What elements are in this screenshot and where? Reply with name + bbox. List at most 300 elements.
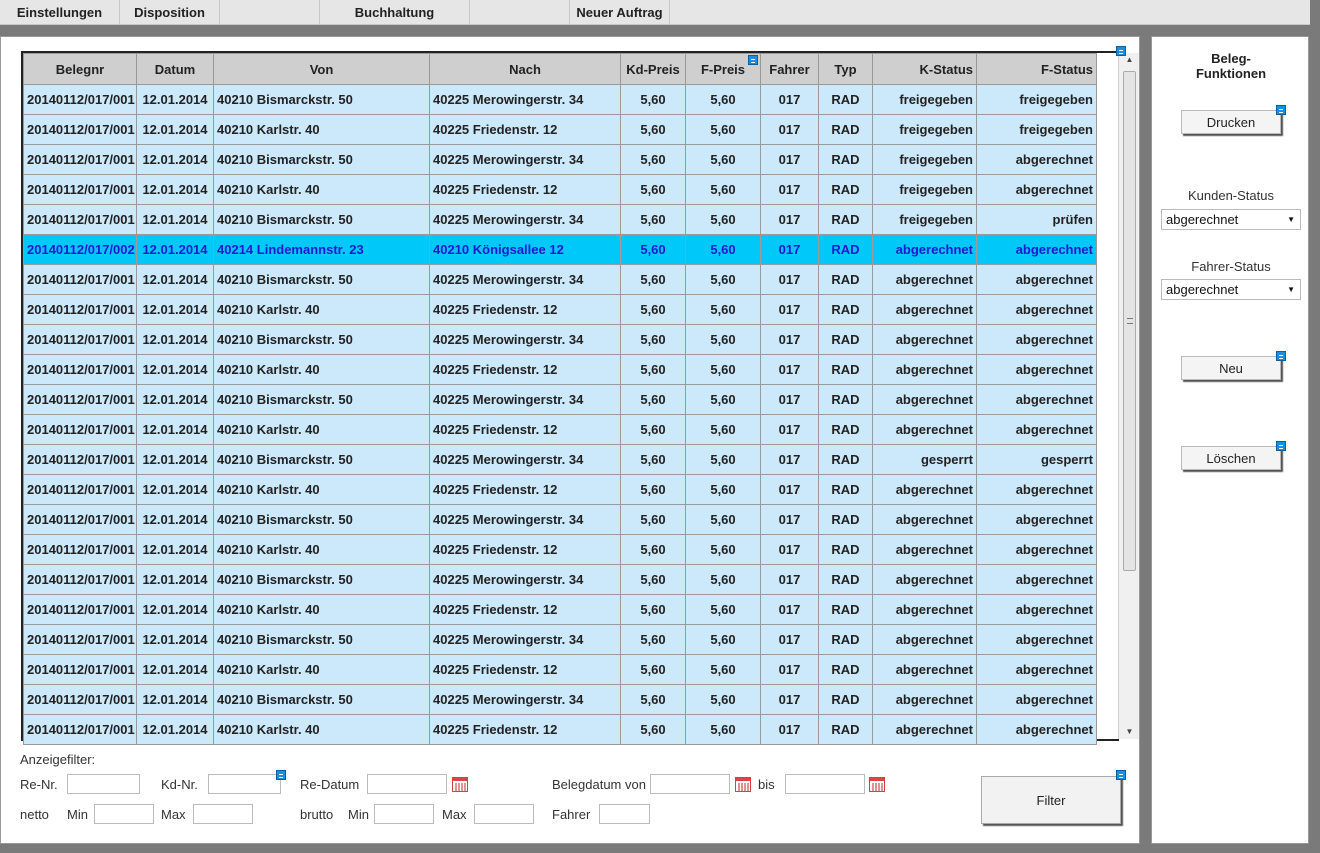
von-cell[interactable]: 40210 Bismarckstr. 50 xyxy=(214,385,430,415)
kd-nr-input[interactable] xyxy=(208,774,281,794)
datum-cell[interactable]: 12.01.2014 xyxy=(137,715,214,745)
menu-item-empty-2[interactable] xyxy=(220,0,320,25)
datum-cell[interactable]: 12.01.2014 xyxy=(137,625,214,655)
f-status-cell[interactable]: gesperrt xyxy=(977,445,1097,475)
fahrer-cell[interactable]: 017 xyxy=(761,475,819,505)
von-cell[interactable]: 40210 Karlstr. 40 xyxy=(214,415,430,445)
fahrer-cell[interactable]: 017 xyxy=(761,235,819,265)
typ-cell[interactable]: RAD xyxy=(819,235,873,265)
datum-cell[interactable]: 12.01.2014 xyxy=(137,115,214,145)
nach-cell[interactable]: 40225 Merowingerstr. 34 xyxy=(430,145,621,175)
k-status-cell[interactable]: abgerechnet xyxy=(873,475,977,505)
nach-cell[interactable]: 40225 Friedenstr. 12 xyxy=(430,175,621,205)
typ-cell[interactable]: RAD xyxy=(819,685,873,715)
f-status-cell[interactable]: abgerechnet xyxy=(977,235,1097,265)
f-preis-cell[interactable]: 5,60 xyxy=(686,505,761,535)
k-status-cell[interactable]: abgerechnet xyxy=(873,595,977,625)
fahrer-cell[interactable]: 017 xyxy=(761,415,819,445)
belegnr-cell[interactable]: 20140112/017/001 xyxy=(24,205,137,235)
belegnr-cell[interactable]: 20140112/017/001 xyxy=(24,295,137,325)
datum-cell[interactable]: 12.01.2014 xyxy=(137,505,214,535)
datum-cell[interactable]: 12.01.2014 xyxy=(137,535,214,565)
kd-nr-label: Kd-Nr. xyxy=(161,777,198,792)
k-status-cell[interactable]: abgerechnet xyxy=(873,565,977,595)
datum-cell[interactable]: 12.01.2014 xyxy=(137,145,214,175)
belegnr-cell[interactable]: 20140112/017/001 xyxy=(24,475,137,505)
k-status-cell[interactable]: freigegeben xyxy=(873,115,977,145)
von-cell[interactable]: 40210 Bismarckstr. 50 xyxy=(214,325,430,355)
column-header-typ[interactable]: Typ xyxy=(819,54,873,85)
von-cell[interactable]: 40210 Bismarckstr. 50 xyxy=(214,445,430,475)
note-icon[interactable] xyxy=(1116,770,1126,780)
re-datum-input[interactable] xyxy=(367,774,447,794)
k-status-cell[interactable]: abgerechnet xyxy=(873,235,977,265)
kd-preis-cell[interactable]: 5,60 xyxy=(621,235,686,265)
note-icon[interactable] xyxy=(1276,105,1286,115)
brutto-min-input[interactable] xyxy=(374,804,434,824)
note-icon[interactable] xyxy=(1276,441,1286,451)
datum-cell[interactable]: 12.01.2014 xyxy=(137,265,214,295)
nach-cell[interactable]: 40225 Friedenstr. 12 xyxy=(430,595,621,625)
von-cell[interactable]: 40214 Lindemannstr. 23 xyxy=(214,235,430,265)
typ-cell[interactable]: RAD xyxy=(819,475,873,505)
typ-cell[interactable]: RAD xyxy=(819,415,873,445)
belegnr-cell[interactable]: 20140112/017/001 xyxy=(24,175,137,205)
table-row[interactable] xyxy=(24,175,1097,205)
k-status-cell[interactable]: abgerechnet xyxy=(873,415,977,445)
kd-preis-cell[interactable]: 5,60 xyxy=(621,505,686,535)
calendar-icon[interactable] xyxy=(452,777,468,792)
table-row[interactable] xyxy=(24,145,1097,175)
f-preis-cell[interactable]: 5,60 xyxy=(686,715,761,745)
f-preis-cell[interactable]: 5,60 xyxy=(686,445,761,475)
typ-cell[interactable]: RAD xyxy=(819,325,873,355)
fahrer-cell[interactable]: 017 xyxy=(761,145,819,175)
nach-cell[interactable]: 40225 Friedenstr. 12 xyxy=(430,715,621,745)
f-preis-cell[interactable]: 5,60 xyxy=(686,325,761,355)
menu-item-disposition[interactable]: Disposition xyxy=(120,0,220,25)
kd-preis-cell[interactable]: 5,60 xyxy=(621,265,686,295)
von-cell[interactable]: 40210 Bismarckstr. 50 xyxy=(214,265,430,295)
nach-cell[interactable]: 40225 Merowingerstr. 34 xyxy=(430,85,621,115)
f-preis-cell[interactable]: 5,60 xyxy=(686,295,761,325)
fahrer-cell[interactable]: 017 xyxy=(761,325,819,355)
typ-cell[interactable]: RAD xyxy=(819,355,873,385)
typ-cell[interactable]: RAD xyxy=(819,295,873,325)
table-row[interactable] xyxy=(24,385,1097,415)
note-icon[interactable] xyxy=(1276,351,1286,361)
menu-item-einstellungen[interactable]: Einstellungen xyxy=(0,0,120,25)
column-header-datum[interactable]: Datum xyxy=(137,54,214,85)
f-preis-cell[interactable]: 5,60 xyxy=(686,655,761,685)
f-status-cell[interactable]: abgerechnet xyxy=(977,415,1097,445)
menu-item-neuer-auftrag[interactable]: Neuer Auftrag xyxy=(570,0,670,25)
von-cell[interactable]: 40210 Bismarckstr. 50 xyxy=(214,145,430,175)
f-status-cell[interactable]: abgerechnet xyxy=(977,265,1097,295)
fahrer-cell[interactable]: 017 xyxy=(761,175,819,205)
belegnr-cell[interactable]: 20140112/017/001 xyxy=(24,265,137,295)
k-status-cell[interactable]: freigegeben xyxy=(873,205,977,235)
fahrer-status-select[interactable] xyxy=(1161,279,1301,300)
brutto-max-input[interactable] xyxy=(474,804,534,824)
kd-preis-cell[interactable]: 5,60 xyxy=(621,595,686,625)
von-cell[interactable]: 40210 Karlstr. 40 xyxy=(214,535,430,565)
f-status-cell[interactable]: abgerechnet xyxy=(977,355,1097,385)
datum-cell[interactable]: 12.01.2014 xyxy=(137,415,214,445)
column-header-f-status[interactable]: F-Status xyxy=(977,54,1097,85)
typ-cell[interactable]: RAD xyxy=(819,565,873,595)
f-status-cell[interactable]: abgerechnet xyxy=(977,145,1097,175)
f-status-cell[interactable]: freigegeben xyxy=(977,115,1097,145)
datum-cell[interactable]: 12.01.2014 xyxy=(137,685,214,715)
fahrer-cell[interactable]: 017 xyxy=(761,625,819,655)
k-status-cell[interactable]: abgerechnet xyxy=(873,505,977,535)
nach-cell[interactable]: 40225 Merowingerstr. 34 xyxy=(430,505,621,535)
kd-preis-cell[interactable]: 5,60 xyxy=(621,685,686,715)
belegnr-cell[interactable]: 20140112/017/001 xyxy=(24,685,137,715)
note-icon[interactable] xyxy=(748,55,758,65)
datum-cell[interactable]: 12.01.2014 xyxy=(137,325,214,355)
table-row[interactable] xyxy=(24,115,1097,145)
f-status-cell[interactable]: abgerechnet xyxy=(977,175,1097,205)
column-header-kd-preis[interactable]: Kd-Preis xyxy=(621,54,686,85)
table-row[interactable] xyxy=(24,355,1097,385)
delete-button[interactable]: Löschen xyxy=(1181,446,1281,470)
fahrer-status-label: Fahrer-Status xyxy=(1191,259,1271,274)
fahrer-input[interactable] xyxy=(599,804,650,824)
f-preis-cell[interactable]: 5,60 xyxy=(686,685,761,715)
typ-cell[interactable]: RAD xyxy=(819,115,873,145)
f-status-cell[interactable]: abgerechnet xyxy=(977,715,1097,745)
table-row[interactable] xyxy=(24,325,1097,355)
scrollbar-thumb[interactable] xyxy=(1123,71,1136,571)
belegnr-cell[interactable]: 20140112/017/001 xyxy=(24,325,137,355)
table-row[interactable] xyxy=(24,625,1097,655)
nach-cell[interactable]: 40210 Königsallee 12 xyxy=(430,235,621,265)
f-preis-cell[interactable]: 5,60 xyxy=(686,475,761,505)
nach-cell[interactable]: 40225 Merowingerstr. 34 xyxy=(430,265,621,295)
kd-preis-cell[interactable]: 5,60 xyxy=(621,565,686,595)
fahrer-cell[interactable]: 017 xyxy=(761,535,819,565)
kd-preis-cell[interactable]: 5,60 xyxy=(621,625,686,655)
kd-preis-cell[interactable]: 5,60 xyxy=(621,385,686,415)
f-status-cell[interactable]: abgerechnet xyxy=(977,325,1097,355)
table-row[interactable] xyxy=(24,265,1097,295)
f-status-cell[interactable]: abgerechnet xyxy=(977,295,1097,325)
f-preis-cell[interactable]: 5,60 xyxy=(686,175,761,205)
fahrer-cell[interactable]: 017 xyxy=(761,115,819,145)
von-cell[interactable]: 40210 Bismarckstr. 50 xyxy=(214,565,430,595)
nach-cell[interactable]: 40225 Friedenstr. 12 xyxy=(430,115,621,145)
column-header-von[interactable]: Von xyxy=(214,54,430,85)
typ-cell[interactable]: RAD xyxy=(819,265,873,295)
belegnr-cell[interactable]: 20140112/017/001 xyxy=(24,625,137,655)
nach-cell[interactable]: 40225 Friedenstr. 12 xyxy=(430,415,621,445)
f-status-cell[interactable]: abgerechnet xyxy=(977,505,1097,535)
f-preis-cell[interactable]: 5,60 xyxy=(686,85,761,115)
f-status-cell[interactable]: abgerechnet xyxy=(977,565,1097,595)
f-status-cell[interactable]: abgerechnet xyxy=(977,595,1097,625)
datum-cell[interactable]: 12.01.2014 xyxy=(137,475,214,505)
von-cell[interactable]: 40210 Bismarckstr. 50 xyxy=(214,625,430,655)
fahrer-cell[interactable]: 017 xyxy=(761,685,819,715)
k-status-cell[interactable]: abgerechnet xyxy=(873,355,977,385)
fahrer-cell[interactable]: 017 xyxy=(761,715,819,745)
fahrer-cell[interactable]: 017 xyxy=(761,445,819,475)
brutto-label: brutto xyxy=(300,807,334,822)
filter-button[interactable]: Filter xyxy=(981,776,1121,824)
column-header-nach[interactable]: Nach xyxy=(430,54,621,85)
nach-cell[interactable]: 40225 Merowingerstr. 34 xyxy=(430,385,621,415)
von-cell[interactable]: 40210 Karlstr. 40 xyxy=(214,295,430,325)
table-row[interactable] xyxy=(24,685,1097,715)
datum-cell[interactable]: 12.01.2014 xyxy=(137,565,214,595)
brutto-max-label: Max xyxy=(442,807,467,822)
belegnr-cell[interactable]: 20140112/017/001 xyxy=(24,655,137,685)
k-status-cell[interactable]: abgerechnet xyxy=(873,625,977,655)
netto-max-input[interactable] xyxy=(193,804,253,824)
nach-cell[interactable]: 40225 Merowingerstr. 34 xyxy=(430,205,621,235)
fahrer-cell[interactable]: 017 xyxy=(761,595,819,625)
belegnr-cell[interactable]: 20140112/017/001 xyxy=(24,85,137,115)
k-status-cell[interactable]: gesperrt xyxy=(873,445,977,475)
belegnr-cell[interactable]: 20140112/017/001 xyxy=(24,565,137,595)
table-row[interactable] xyxy=(24,445,1097,475)
belegdatum-bis-input[interactable] xyxy=(785,774,865,794)
k-status-cell[interactable]: abgerechnet xyxy=(873,535,977,565)
k-status-cell[interactable]: abgerechnet xyxy=(873,265,977,295)
menu-item-empty-4[interactable] xyxy=(470,0,570,25)
von-cell[interactable]: 40210 Karlstr. 40 xyxy=(214,655,430,685)
datum-cell[interactable]: 12.01.2014 xyxy=(137,655,214,685)
f-preis-cell[interactable]: 5,60 xyxy=(686,535,761,565)
k-status-cell[interactable]: abgerechnet xyxy=(873,295,977,325)
kd-preis-cell[interactable]: 5,60 xyxy=(621,655,686,685)
table-row[interactable] xyxy=(24,595,1097,625)
datum-cell[interactable]: 12.01.2014 xyxy=(137,235,214,265)
f-status-cell[interactable]: abgerechnet xyxy=(977,475,1097,505)
bis-label: bis xyxy=(758,777,775,792)
table-row[interactable] xyxy=(24,505,1097,535)
nach-cell[interactable]: 40225 Merowingerstr. 34 xyxy=(430,565,621,595)
note-icon[interactable] xyxy=(276,770,286,780)
scroll-down-icon[interactable]: ▼ xyxy=(1125,727,1134,736)
kd-preis-cell[interactable]: 5,60 xyxy=(621,205,686,235)
belegnr-cell[interactable]: 20140112/017/002 xyxy=(24,235,137,265)
kd-preis-cell[interactable]: 5,60 xyxy=(621,355,686,385)
von-cell[interactable]: 40210 Karlstr. 40 xyxy=(214,475,430,505)
datum-cell[interactable]: 12.01.2014 xyxy=(137,85,214,115)
belegnr-cell[interactable]: 20140112/017/001 xyxy=(24,505,137,535)
typ-cell[interactable]: RAD xyxy=(819,625,873,655)
f-status-cell[interactable]: freigegeben xyxy=(977,85,1097,115)
new-button[interactable]: Neu xyxy=(1181,356,1281,380)
table-row[interactable] xyxy=(24,655,1097,685)
f-preis-cell[interactable]: 5,60 xyxy=(686,385,761,415)
f-status-cell[interactable]: abgerechnet xyxy=(977,625,1097,655)
nach-cell[interactable]: 40225 Merowingerstr. 34 xyxy=(430,685,621,715)
belegnr-cell[interactable]: 20140112/017/001 xyxy=(24,445,137,475)
von-cell[interactable]: 40210 Bismarckstr. 50 xyxy=(214,505,430,535)
fahrer-label: Fahrer xyxy=(552,807,591,822)
belegnr-cell[interactable]: 20140112/017/001 xyxy=(24,115,137,145)
kd-preis-cell[interactable]: 5,60 xyxy=(621,445,686,475)
typ-cell[interactable]: RAD xyxy=(819,535,873,565)
von-cell[interactable]: 40210 Bismarckstr. 50 xyxy=(214,685,430,715)
column-header-f-preis[interactable]: F-Preis xyxy=(686,54,761,85)
nach-cell[interactable]: 40225 Friedenstr. 12 xyxy=(430,355,621,385)
main-panel xyxy=(0,36,1140,844)
typ-cell[interactable]: RAD xyxy=(819,205,873,235)
f-preis-cell[interactable]: 5,60 xyxy=(686,265,761,295)
kd-preis-cell[interactable]: 5,60 xyxy=(621,175,686,205)
typ-cell[interactable]: RAD xyxy=(819,145,873,175)
table-row[interactable] xyxy=(24,85,1097,115)
kd-preis-cell[interactable]: 5,60 xyxy=(621,295,686,325)
k-status-cell[interactable]: abgerechnet xyxy=(873,385,977,415)
f-status-cell[interactable]: abgerechnet xyxy=(977,385,1097,415)
f-preis-cell[interactable]: 5,60 xyxy=(686,355,761,385)
f-status-cell[interactable]: prüfen xyxy=(977,205,1097,235)
f-status-cell[interactable]: abgerechnet xyxy=(977,535,1097,565)
kd-preis-cell[interactable]: 5,60 xyxy=(621,115,686,145)
calendar-icon[interactable] xyxy=(735,777,751,792)
kunden-status-select[interactable] xyxy=(1161,209,1301,230)
kd-preis-cell[interactable]: 5,60 xyxy=(621,475,686,505)
fahrer-cell[interactable]: 017 xyxy=(761,205,819,235)
kunden-status-value: abgerechnet xyxy=(1166,212,1239,227)
re-nr-input[interactable] xyxy=(67,774,140,794)
belegnr-cell[interactable]: 20140112/017/001 xyxy=(24,145,137,175)
belegnr-cell[interactable]: 20140112/017/001 xyxy=(24,535,137,565)
belegnr-cell[interactable]: 20140112/017/001 xyxy=(24,415,137,445)
fahrer-cell[interactable]: 017 xyxy=(761,385,819,415)
f-status-cell[interactable]: abgerechnet xyxy=(977,685,1097,715)
kd-preis-cell[interactable]: 5,60 xyxy=(621,415,686,445)
column-header-k-status[interactable]: K-Status xyxy=(873,54,977,85)
kd-preis-cell[interactable]: 5,60 xyxy=(621,85,686,115)
k-status-cell[interactable]: freigegeben xyxy=(873,145,977,175)
f-preis-cell[interactable]: 5,60 xyxy=(686,205,761,235)
f-preis-cell[interactable]: 5,60 xyxy=(686,625,761,655)
kunden-status-label: Kunden-Status xyxy=(1187,188,1274,203)
belegnr-cell[interactable]: 20140112/017/001 xyxy=(24,385,137,415)
datum-cell[interactable]: 12.01.2014 xyxy=(137,205,214,235)
datum-cell[interactable]: 12.01.2014 xyxy=(137,385,214,415)
f-preis-cell[interactable]: 5,60 xyxy=(686,415,761,445)
fahrer-cell[interactable]: 017 xyxy=(761,505,819,535)
nach-cell[interactable]: 40225 Merowingerstr. 34 xyxy=(430,325,621,355)
von-cell[interactable]: 40210 Karlstr. 40 xyxy=(214,595,430,625)
scroll-up-icon[interactable]: ▲ xyxy=(1125,55,1134,64)
von-cell[interactable]: 40210 Karlstr. 40 xyxy=(214,115,430,145)
table-row[interactable] xyxy=(24,475,1097,505)
netto-label: netto xyxy=(20,807,49,822)
note-icon[interactable] xyxy=(1116,46,1126,56)
datum-cell[interactable]: 12.01.2014 xyxy=(137,295,214,325)
datum-cell[interactable]: 12.01.2014 xyxy=(137,595,214,625)
f-preis-cell[interactable]: 5,60 xyxy=(686,115,761,145)
typ-cell[interactable]: RAD xyxy=(819,595,873,625)
datum-cell[interactable]: 12.01.2014 xyxy=(137,445,214,475)
nach-cell[interactable]: 40225 Friedenstr. 12 xyxy=(430,535,621,565)
table-scrollbar[interactable] xyxy=(1118,53,1139,739)
nach-cell[interactable]: 40225 Merowingerstr. 34 xyxy=(430,445,621,475)
f-preis-cell[interactable]: 5,60 xyxy=(686,235,761,265)
typ-cell[interactable]: RAD xyxy=(819,655,873,685)
fahrer-cell[interactable]: 017 xyxy=(761,85,819,115)
belegnr-cell[interactable]: 20140112/017/001 xyxy=(24,355,137,385)
typ-cell[interactable]: RAD xyxy=(819,85,873,115)
k-status-cell[interactable]: abgerechnet xyxy=(873,715,977,745)
typ-cell[interactable]: RAD xyxy=(819,385,873,415)
f-preis-cell[interactable]: 5,60 xyxy=(686,595,761,625)
k-status-cell[interactable]: abgerechnet xyxy=(873,325,977,355)
typ-cell[interactable]: RAD xyxy=(819,445,873,475)
belegdatum-von-input[interactable] xyxy=(650,774,730,794)
netto-min-input[interactable] xyxy=(94,804,154,824)
column-header-belegnr[interactable]: Belegnr xyxy=(24,54,137,85)
f-preis-cell[interactable]: 5,60 xyxy=(686,145,761,175)
table-row[interactable] xyxy=(24,565,1097,595)
kd-preis-cell[interactable]: 5,60 xyxy=(621,145,686,175)
fahrer-cell[interactable]: 017 xyxy=(761,295,819,325)
nach-cell[interactable]: 40225 Friedenstr. 12 xyxy=(430,655,621,685)
typ-cell[interactable]: RAD xyxy=(819,715,873,745)
table-row[interactable] xyxy=(24,295,1097,325)
table-row[interactable] xyxy=(24,535,1097,565)
beleg-functions-panel xyxy=(1151,36,1309,844)
von-cell[interactable]: 40210 Bismarckstr. 50 xyxy=(214,205,430,235)
table-row[interactable] xyxy=(24,415,1097,445)
f-preis-cell[interactable]: 5,60 xyxy=(686,565,761,595)
typ-cell[interactable]: RAD xyxy=(819,175,873,205)
fahrer-cell[interactable]: 017 xyxy=(761,265,819,295)
von-cell[interactable]: 40210 Karlstr. 40 xyxy=(214,715,430,745)
von-cell[interactable]: 40210 Karlstr. 40 xyxy=(214,355,430,385)
typ-cell[interactable]: RAD xyxy=(819,505,873,535)
menu-item-buchhaltung[interactable]: Buchhaltung xyxy=(320,0,470,25)
k-status-cell[interactable]: freigegeben xyxy=(873,175,977,205)
kd-preis-cell[interactable]: 5,60 xyxy=(621,715,686,745)
fahrer-cell[interactable]: 017 xyxy=(761,355,819,385)
datum-cell[interactable]: 12.01.2014 xyxy=(137,175,214,205)
k-status-cell[interactable]: freigegeben xyxy=(873,85,977,115)
kd-preis-cell[interactable]: 5,60 xyxy=(621,535,686,565)
k-status-cell[interactable]: abgerechnet xyxy=(873,655,977,685)
fahrer-cell[interactable]: 017 xyxy=(761,565,819,595)
von-cell[interactable]: 40210 Karlstr. 40 xyxy=(214,175,430,205)
belegnr-cell[interactable]: 20140112/017/001 xyxy=(24,715,137,745)
table-row[interactable] xyxy=(24,235,1097,265)
von-cell[interactable]: 40210 Bismarckstr. 50 xyxy=(214,85,430,115)
filter-title: Anzeigefilter: xyxy=(20,752,96,767)
nach-cell[interactable]: 40225 Friedenstr. 12 xyxy=(430,475,621,505)
belegnr-cell[interactable]: 20140112/017/001 xyxy=(24,595,137,625)
column-header-fahrer[interactable]: Fahrer xyxy=(761,54,819,85)
datum-cell[interactable]: 12.01.2014 xyxy=(137,355,214,385)
table-row[interactable] xyxy=(24,205,1097,235)
print-button[interactable]: Drucken xyxy=(1181,110,1281,134)
kd-preis-cell[interactable]: 5,60 xyxy=(621,325,686,355)
table-row[interactable] xyxy=(24,715,1097,745)
calendar-icon[interactable] xyxy=(869,777,885,792)
nach-cell[interactable]: 40225 Friedenstr. 12 xyxy=(430,295,621,325)
fahrer-cell[interactable]: 017 xyxy=(761,655,819,685)
nach-cell[interactable]: 40225 Merowingerstr. 34 xyxy=(430,625,621,655)
f-status-cell[interactable]: abgerechnet xyxy=(977,655,1097,685)
k-status-cell[interactable]: abgerechnet xyxy=(873,685,977,715)
